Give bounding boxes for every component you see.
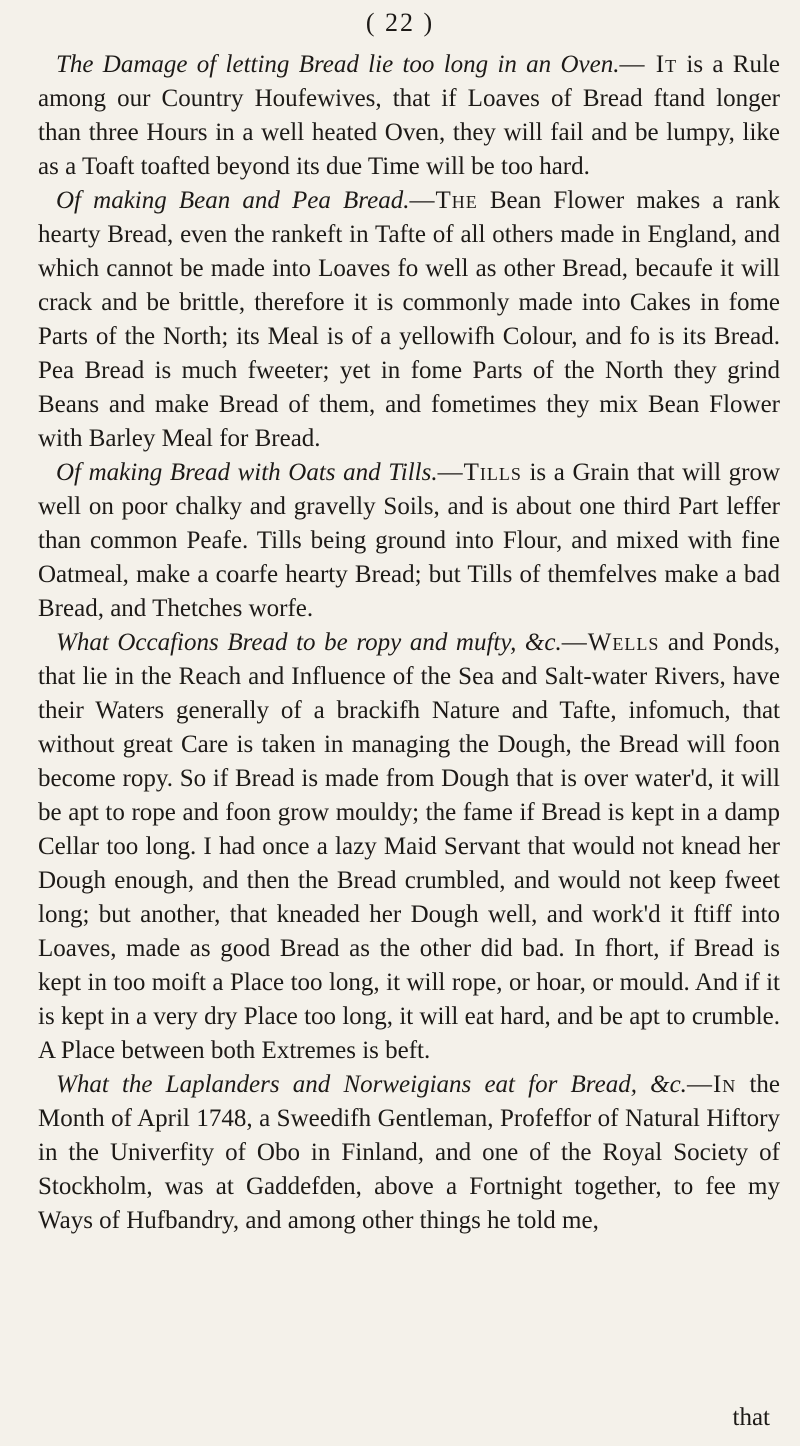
paragraph-text: is a Rule among our Country Houfewives, that if Loaves of Bread ftand longer than three Hours in a well heated Oven, they will fail and be lumpy, like as a Toaft toafted beyond its due Time will be too hard.: [38, 51, 780, 180]
paragraph-text: is a Grain that will grow well on poor chalky and gravelly Soils, and is about one third Part leffer than common Peafe. Tills being ground into Flour, and mixed with fine Oatmeal, make a coarfe hearty Bread; but Tills of themfelves make a bad Bread, and Thetches worfe.: [38, 459, 781, 622]
paragraph-heading: The Damage of letting Bread lie too long in an Oven.: [56, 51, 620, 78]
page-number: ( 22 ): [365, 8, 435, 37]
paragraph-lead: —In: [686, 1071, 737, 1098]
paragraph-laplanders: [38, 1068, 780, 1238]
paragraph-text: and Ponds, that lie in the Reach and Influence of the Sea and Salt-water Rivers, have their Waters generally of a brackifh Nature and Tafte, infomuch, that without great Care is taken in managing the Dough, the Bread will foon become ropy. So if Bread is made from Dough that is over water'd, it will be apt to rope and foon grow mouldy; the fame if Bread is kept in a damp Cellar too long. I had once a lazy Maid Servant that would not knead her Dough enough, and then the Bread crumbled, and would not keep fweet long; but another, that kneaded her Dough well, and work'd it ftiff into Loaves, made as good Bread as the other did bad. In fhort, if Bread is kept in too moift a Place too long, it will rope, or hoar, or mould. And if it is kept in a very dry Place too long, it will eat hard, and be apt to crumble. A Place between both Extremes is beft.: [38, 629, 781, 1064]
paragraph-heading: Of making Bean and Pea Bread.: [56, 187, 410, 214]
paragraph-bean-pea-bread: [38, 184, 780, 456]
paragraph-lead: — It: [619, 51, 678, 78]
paragraph-heading: What Occafions Bread to be ropy and mufty, &c.: [56, 629, 562, 656]
body-text: [38, 48, 780, 1238]
paragraph-text: the Month of April 1748, a Sweedifh Gentleman, Profeffor of Natural Hiftory in the Univerfity of Obo in Finland, and one of the Royal Society of Stockholm, was at Gaddefden, above a Fortnight together, to fee my Ways of Hufbandry, and among other things he told me,: [38, 1071, 780, 1234]
paragraph-text: Bean Flower makes a rank hearty Bread, even the rankeft in Tafte of all others made in England, and which cannot be made into Loaves fo well as other Bread, becaufe it will crack and be brittle, therefore it is commonly made into Cakes in fome Parts of the North; its Meal is of a yellowifh Colour, and fo is its Bread. Pea Bread is much fweeter; yet in fome Parts of the North they grind Beans and make Bread of them, and fometimes they mix Bean Flower with Barley Meal for Bread.: [38, 187, 780, 452]
paragraph-ropy-bread: [38, 626, 780, 1068]
paragraph-oats-tills: [38, 456, 780, 626]
catchword: that: [732, 1404, 770, 1431]
paragraph-lead: —Tills: [437, 459, 522, 486]
paragraph-heading: Of making Bread with Oats and Tills.: [56, 459, 438, 486]
paragraph-lead: —Wells: [561, 629, 660, 656]
paragraph-heading: What the Laplanders and Norweigians eat for Bread, &c.: [56, 1071, 687, 1098]
paragraph-oven-damage: [38, 48, 780, 184]
paragraph-lead: —The: [409, 187, 478, 214]
